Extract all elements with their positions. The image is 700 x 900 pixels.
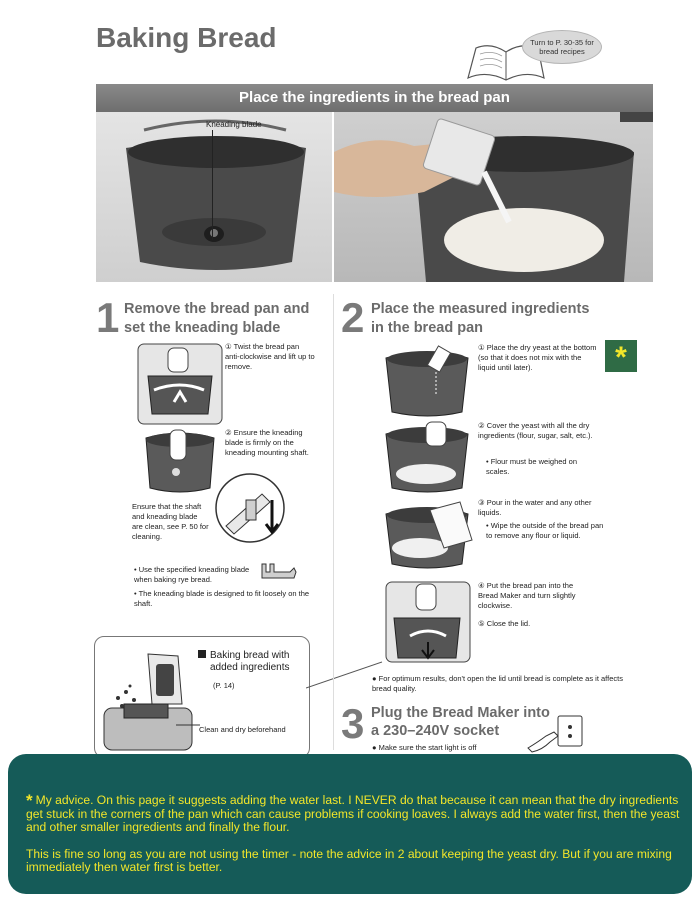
step-2-note-yeast: ① Place the dry yeast at the bottom (so that it does not mix with the liquid until later).: [478, 343, 597, 372]
callout-title: [198, 650, 290, 674]
callout-title-line2: added ingredients: [210, 662, 290, 673]
step-2-number: 2: [341, 294, 365, 341]
advice-asterisk: *: [26, 791, 33, 810]
kneading-blade-label: Kneading blade: [206, 120, 262, 129]
step-1-number: 1: [96, 294, 120, 341]
step-2-note-water-sub: • Wipe the outside of the bread pan to remove any flour or liquid.: [486, 521, 604, 540]
step-2-note-dry: ② Cover the yeast with all the dry ingredients (flour, sugar, salt, etc.).: [478, 421, 593, 440]
remove-pan-illustration: [134, 340, 226, 428]
advice-paragraph-2: This is fine so long as you are not using the timer - note the advice in 2 about keeping the yeast dry. But if you are mixing immediately then water first is better.: [26, 846, 672, 875]
blade-closeup-icon: [206, 470, 296, 546]
step-2-optimum-note: ● For optimum results, don't open the lid until bread is complete as it affects bread quality.: [372, 674, 623, 693]
step-2-title-line2: in the bread pan: [371, 320, 483, 336]
callout-clean-note: Clean and dry beforehand: [199, 725, 286, 734]
step-3-note: ● Make sure the start light is off: [372, 743, 477, 752]
step-3-title-line1: Plug the Bread Maker into: [371, 705, 550, 721]
step-2-title-line1: Place the measured ingredients: [371, 301, 590, 317]
advice-paragraph-1-text: My advice. On this page it suggests adding the water last. I NEVER do that because it can mean that the dry ingredients get stuck in the corners of the pan which can cause problems if cooking loaves. I always add the water first, then the yeast and other smaller ingredients and finally the flour.: [26, 793, 680, 835]
step-1-note-blade: ② Ensure the kneading blade is firmly on the kneading mounting shaft.: [225, 428, 309, 457]
insert-pan-illustration: [380, 578, 476, 664]
rye-blade-icon: [260, 560, 298, 580]
column-divider: [333, 294, 334, 750]
step-1-bullet-loose: • The kneading blade is designed to fit loosely on the shaft.: [134, 589, 310, 608]
section-banner: Place the ingredients in the bread pan: [96, 84, 653, 112]
callout-page-ref: (P. 14): [213, 681, 235, 690]
advice-box: [8, 754, 692, 894]
banner-edge-marker: [620, 112, 653, 122]
step-1-note-twist: ① Twist the bread pan anti-clockwise and lift up to remove.: [225, 342, 315, 371]
add-flour-illustration: [380, 420, 476, 494]
advice-star-marker: *: [605, 340, 637, 372]
callout-pointer-line: [176, 723, 200, 727]
add-water-illustration: [380, 500, 476, 570]
step-1-title-line1: Remove the bread pan and: [124, 301, 310, 317]
page-title: Baking Bread: [96, 22, 277, 53]
step-2-note-insert: ④ Put the bread pan into the Bread Maker and turn slightly clockwise.: [478, 581, 576, 610]
pouring-flour-photo: [334, 112, 653, 282]
plug-socket-icon: [524, 712, 588, 754]
step-2-note-water: ③ Pour in the water and any other liquids.: [478, 498, 592, 517]
step-1-bullet-rye: • Use the specified kneading blade when baking rye bread.: [134, 565, 250, 584]
bread-pan-photo: [96, 112, 332, 282]
add-yeast-illustration: [380, 344, 476, 418]
step-2-note-close: ⑤ Close the lid.: [478, 619, 531, 628]
step-3-number: 3: [341, 700, 365, 747]
callout-square-icon: [198, 650, 206, 658]
recipe-reference-bubble: Turn to P. 30-35 for bread recipes: [522, 30, 602, 64]
step-1-title-line2: set the kneading blade: [124, 320, 281, 336]
step-1-clean-note: Ensure that the shaft and kneading blade are clean, see P. 50 for cleaning.: [132, 502, 209, 541]
step-3-title-line2: a 230–240V socket: [371, 723, 500, 739]
advice-paragraph-1: [26, 792, 682, 835]
step-2-note-dry-sub: • Flour must be weighed on scales.: [486, 457, 578, 476]
kneading-blade-pointer: [212, 130, 213, 240]
bread-maker-illustration: [98, 646, 198, 754]
callout-title-line1: Baking bread with: [210, 650, 290, 661]
